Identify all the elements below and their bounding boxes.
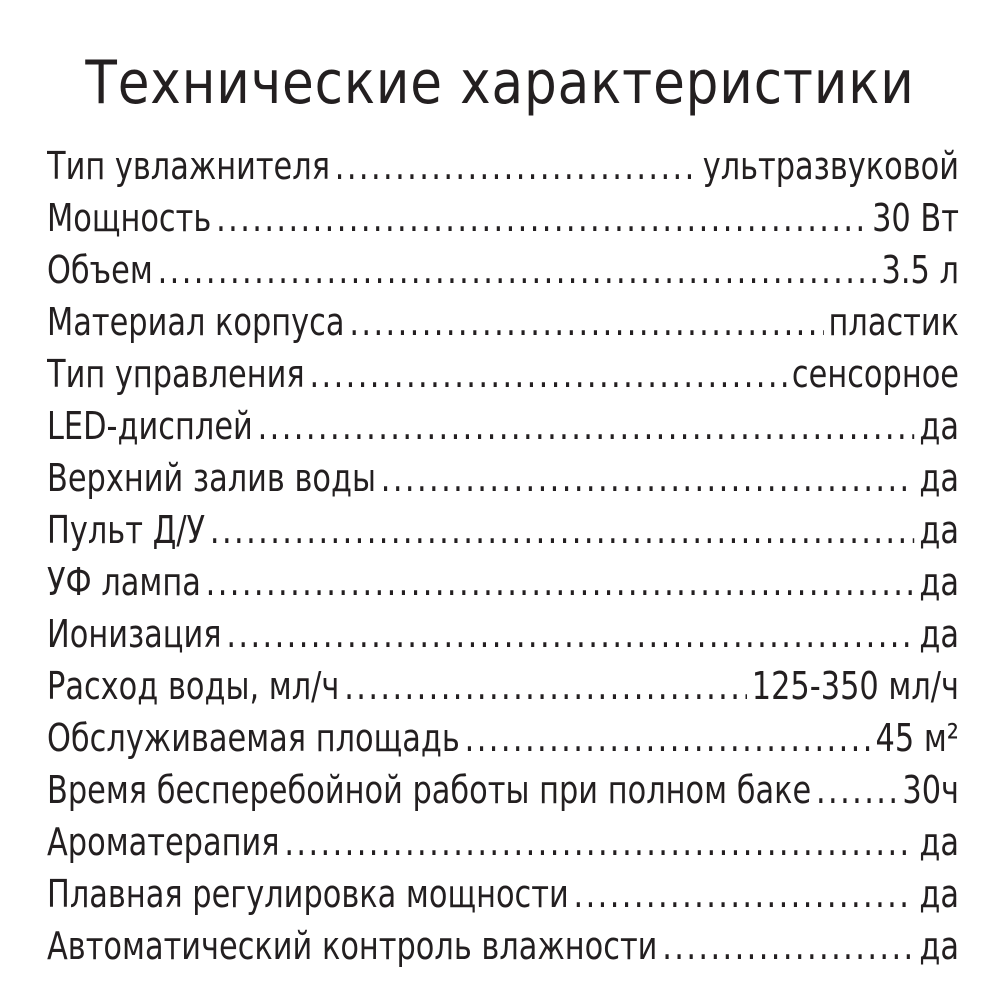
- spec-label: Тип увлажнителя: [47, 144, 330, 188]
- spec-value: 30 Вт: [872, 196, 959, 240]
- spec-row-auto-humidity: [47, 920, 959, 972]
- spec-label: Автоматический контроль влажности: [47, 924, 658, 968]
- dot-leader: [574, 868, 915, 920]
- spec-label: Объем: [47, 248, 153, 292]
- spec-label: Ионизация: [47, 612, 222, 656]
- spec-value: 45 м²: [875, 716, 959, 760]
- spec-row-humidifier-type: [47, 140, 959, 192]
- spec-row-volume: [47, 244, 959, 296]
- spec-value: да: [919, 924, 959, 968]
- spec-value: да: [919, 612, 959, 656]
- spec-value: 3.5 л: [881, 248, 959, 292]
- spec-label: Обслуживаемая площадь: [47, 716, 460, 760]
- spec-label: LED-дисплей: [47, 404, 253, 448]
- spec-value: ультразвуковой: [702, 144, 959, 188]
- spec-row-ionization: [47, 608, 959, 660]
- dot-leader: [158, 244, 877, 296]
- spec-value: да: [919, 872, 959, 916]
- spec-label: Ароматерапия: [47, 820, 280, 864]
- spec-label: Пульт Д/У: [47, 508, 206, 552]
- dot-leader: [309, 348, 787, 400]
- dot-leader: [216, 192, 867, 244]
- spec-value: пластик: [828, 300, 959, 344]
- spec-label: Материал корпуса: [47, 300, 345, 344]
- spec-label: УФ лампа: [47, 560, 201, 604]
- dot-leader: [381, 452, 915, 504]
- spec-label: Расход воды, мл/ч: [47, 664, 340, 708]
- dot-leader: [662, 920, 914, 972]
- spec-label: Тип управления: [47, 352, 305, 396]
- dot-leader: [284, 816, 914, 868]
- spec-value: 125-350 мл/ч: [751, 664, 959, 708]
- dot-leader: [206, 556, 915, 608]
- spec-row-aromatherapy: [47, 816, 959, 868]
- spec-row-uv-lamp: [47, 556, 959, 608]
- spec-row-power: [47, 192, 959, 244]
- spec-value: да: [919, 820, 959, 864]
- spec-value: сенсорное: [791, 352, 959, 396]
- spec-value: да: [919, 404, 959, 448]
- spec-label: Мощность: [47, 196, 212, 240]
- dot-leader: [226, 608, 914, 660]
- spec-row-water-consumption: [47, 660, 959, 712]
- spec-row-led-display: [47, 400, 959, 452]
- spec-row-service-area: [47, 712, 959, 764]
- spec-label: Плавная регулировка мощности: [47, 872, 569, 916]
- dot-leader: [258, 400, 915, 452]
- spec-row-top-fill: [47, 452, 959, 504]
- spec-value: 30ч: [902, 768, 959, 812]
- spec-value: да: [919, 456, 959, 500]
- dot-leader: [335, 140, 698, 192]
- dot-leader: [465, 712, 871, 764]
- spec-row-runtime: [47, 764, 959, 816]
- spec-row-control-type: [47, 348, 959, 400]
- dot-leader: [816, 764, 898, 816]
- spec-value: да: [919, 508, 959, 552]
- spec-row-remote: [47, 504, 959, 556]
- spec-label: Время бесперебойной работы при полном баке: [47, 768, 812, 812]
- dot-leader: [210, 504, 915, 556]
- spec-row-body-material: [47, 296, 959, 348]
- spec-label: Верхний залив воды: [47, 456, 376, 500]
- page-title: Технические характеристики: [85, 48, 915, 118]
- spec-row-smooth-power: [47, 868, 959, 920]
- spec-value: да: [919, 560, 959, 604]
- dot-leader: [344, 660, 747, 712]
- dot-leader: [349, 296, 823, 348]
